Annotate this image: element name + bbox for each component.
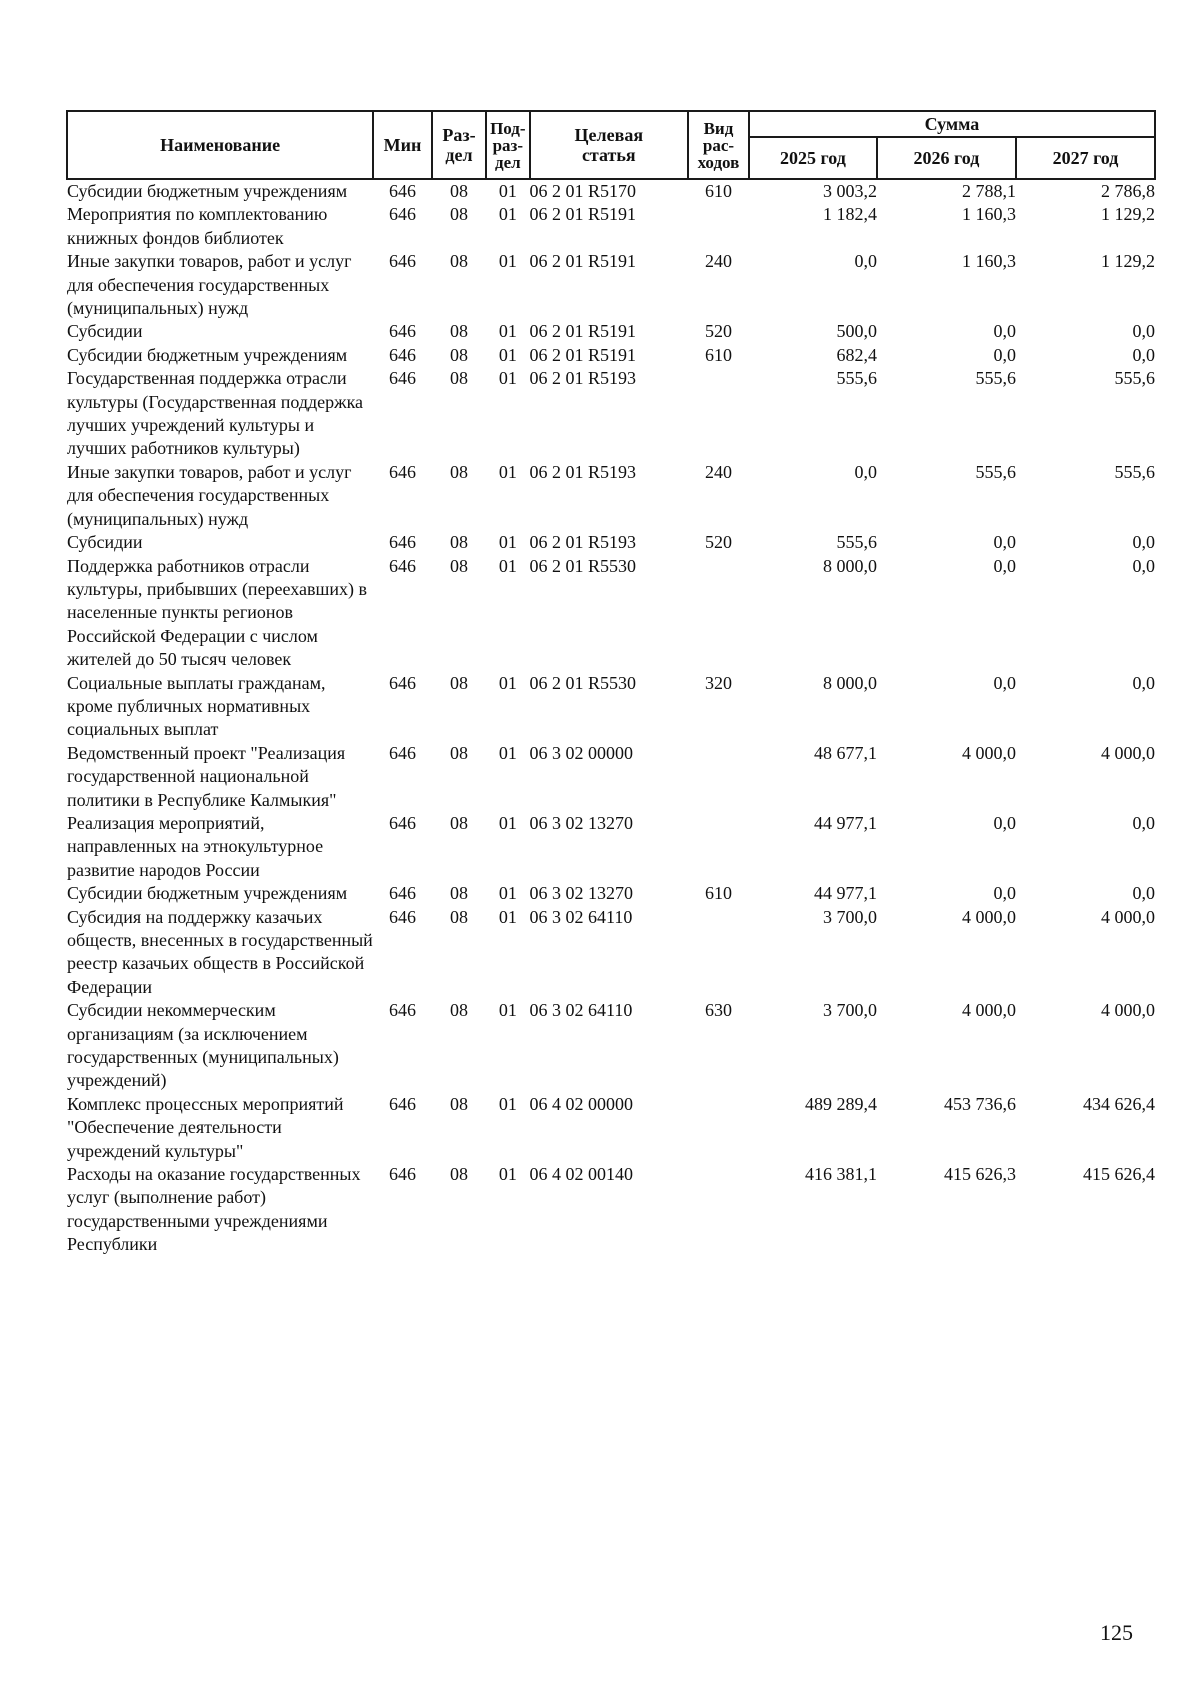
table-row: [67, 344, 1155, 367]
header-year-2026: 2026 год: [877, 137, 1016, 179]
cell-y2026: 555,6: [975, 461, 1016, 482]
cell-podrazdel: 01: [498, 1164, 517, 1185]
cell-name: Субсидии некоммерческим организациям (за исключением государственных (муниципальных) учреждений): [67, 1000, 339, 1091]
cell-y2027: 0,0: [1132, 672, 1155, 693]
table-row: [67, 742, 1155, 812]
cell-y2025: 500,0: [836, 321, 877, 342]
cell-razdel: 08: [449, 204, 468, 225]
table-body: [67, 179, 1155, 1257]
cell-vid: 240: [704, 461, 732, 482]
header-min: Мин: [373, 111, 432, 179]
cell-vid: 630: [704, 1000, 732, 1021]
header-razdel: Раз- дел: [432, 111, 486, 179]
cell-y2025: 489 289,4: [804, 1093, 877, 1114]
cell-vid: 610: [704, 181, 732, 201]
cell-razdel: 08: [449, 461, 468, 482]
cell-podrazdel: 01: [498, 1093, 517, 1114]
cell-razdel: 08: [449, 672, 468, 693]
cell-y2027: 415 626,4: [1083, 1164, 1155, 1185]
cell-min: 646: [389, 204, 417, 225]
cell-min: 646: [389, 1000, 417, 1021]
cell-y2026: 0,0: [993, 344, 1016, 365]
table-row: [67, 882, 1155, 905]
cell-vid: 240: [704, 251, 732, 272]
cell-y2026: 1 160,3: [961, 204, 1016, 225]
table-row: [67, 1093, 1155, 1163]
cell-name: Субсидии бюджетным учреждениям: [67, 344, 348, 365]
cell-y2027: 555,6: [1114, 368, 1155, 389]
cell-min: 646: [389, 344, 417, 365]
cell-y2026: 0,0: [993, 812, 1016, 833]
cell-min: 646: [389, 368, 417, 389]
cell-y2027: 0,0: [1132, 883, 1155, 904]
cell-y2026: 1 160,3: [961, 251, 1016, 272]
cell-y2025: 8 000,0: [822, 555, 877, 576]
cell-podrazdel: 01: [498, 1000, 517, 1021]
cell-y2026: 4 000,0: [961, 1000, 1016, 1021]
cell-min: 646: [389, 672, 417, 693]
cell-vid: [688, 203, 749, 250]
table-row: [67, 367, 1155, 461]
cell-y2025: 555,6: [836, 532, 877, 553]
cell-vid: [688, 742, 749, 812]
table-row: [67, 461, 1155, 531]
cell-min: 646: [389, 321, 417, 342]
cell-y2027: 555,6: [1114, 461, 1155, 482]
cell-y2025: 44 977,1: [813, 812, 877, 833]
table-row: [67, 531, 1155, 554]
cell-podrazdel: 01: [498, 906, 517, 927]
header-vid: Вид рас- ходов: [688, 111, 749, 179]
cell-target: 06 2 01 R5191: [529, 251, 637, 272]
cell-target: 06 2 01 R5193: [529, 368, 637, 389]
cell-name: Ведомственный проект "Реализация государственной национальной политики в Республике Калмыкия": [67, 742, 346, 810]
header-target: Целевая статья: [530, 111, 689, 179]
cell-y2025: 0,0: [854, 251, 877, 272]
cell-y2027: 1 129,2: [1101, 251, 1155, 272]
cell-vid: 520: [704, 321, 732, 342]
table-row: [67, 250, 1155, 320]
cell-min: 646: [389, 461, 417, 482]
cell-razdel: 08: [449, 1093, 468, 1114]
cell-podrazdel: 01: [498, 742, 517, 763]
cell-razdel: 08: [449, 251, 468, 272]
cell-target: 06 3 02 64110: [529, 1000, 633, 1021]
cell-y2026: 415 626,3: [943, 1164, 1016, 1185]
cell-target: 06 2 01 R5530: [529, 555, 637, 576]
table-row: [67, 555, 1155, 672]
cell-min: 646: [389, 1164, 417, 1185]
cell-y2026: 0,0: [993, 532, 1016, 553]
cell-min: 646: [389, 742, 417, 763]
table-header: [67, 111, 1155, 179]
cell-y2027: 2 786,8: [1101, 181, 1155, 201]
cell-name: Иные закупки товаров, работ и услуг для обеспечения государственных (муниципальных) нужд: [67, 251, 352, 319]
cell-vid: [688, 812, 749, 882]
cell-name: Субсидии бюджетным учреждениям: [67, 181, 348, 201]
cell-target: 06 2 01 R5191: [529, 344, 637, 365]
cell-target: 06 3 02 13270: [529, 812, 634, 833]
cell-target: 06 2 01 R5191: [529, 204, 637, 225]
cell-target: 06 2 01 R5530: [529, 672, 637, 693]
cell-name: Комплекс процессных мероприятий "Обеспечение деятельности учреждений культуры": [67, 1093, 344, 1161]
cell-y2025: 3 700,0: [822, 906, 877, 927]
table-row: [67, 1163, 1155, 1257]
header-sum: Сумма: [749, 111, 1155, 137]
cell-y2027: 4 000,0: [1101, 1000, 1155, 1021]
cell-y2027: 0,0: [1132, 344, 1155, 365]
table-row: [67, 203, 1155, 250]
cell-name: Социальные выплаты гражданам, кроме публичных нормативных социальных выплат: [67, 672, 326, 740]
cell-y2025: 8 000,0: [822, 672, 877, 693]
cell-vid: [688, 367, 749, 461]
cell-razdel: 08: [449, 181, 468, 201]
cell-razdel: 08: [449, 321, 468, 342]
cell-target: 06 4 02 00000: [529, 1093, 634, 1114]
cell-vid: [688, 906, 749, 1000]
cell-razdel: 08: [449, 812, 468, 833]
cell-razdel: 08: [449, 368, 468, 389]
cell-y2026: 0,0: [993, 321, 1016, 342]
cell-y2027: 0,0: [1132, 532, 1155, 553]
cell-vid: [688, 1093, 749, 1163]
cell-y2026: 2 788,1: [961, 181, 1016, 201]
cell-podrazdel: 01: [498, 368, 517, 389]
table-row: [67, 320, 1155, 343]
cell-min: 646: [389, 532, 417, 553]
table-row: [67, 179, 1155, 203]
cell-y2027: 0,0: [1132, 812, 1155, 833]
cell-razdel: 08: [449, 883, 468, 904]
cell-y2027: 4 000,0: [1101, 742, 1155, 763]
cell-name: Субсидии: [67, 321, 143, 342]
cell-y2027: 0,0: [1132, 555, 1155, 576]
cell-target: 06 4 02 00140: [529, 1164, 634, 1185]
cell-target: 06 2 01 R5170: [529, 181, 637, 201]
cell-y2027: 1 129,2: [1101, 204, 1155, 225]
cell-target: 06 3 02 64110: [529, 906, 633, 927]
table-row: [67, 672, 1155, 742]
cell-podrazdel: 01: [498, 555, 517, 576]
cell-name: Субсидия на поддержку казачьих обществ, внесенных в государственный реестр казачьих обществ в Российской Федерации: [67, 906, 373, 997]
cell-podrazdel: 01: [498, 181, 517, 201]
cell-min: 646: [389, 555, 417, 576]
cell-y2026: 0,0: [993, 672, 1016, 693]
cell-name: Мероприятия по комплектованию книжных фондов библиотек: [67, 204, 328, 248]
cell-y2026: 0,0: [993, 883, 1016, 904]
cell-podrazdel: 01: [498, 672, 517, 693]
header-year-2027: 2027 год: [1016, 137, 1155, 179]
cell-name: Расходы на оказание государственных услуг (выполнение работ) государственными учреждениями Республики: [67, 1164, 361, 1255]
cell-y2025: 44 977,1: [813, 883, 877, 904]
cell-vid: 520: [704, 532, 732, 553]
table-row: [67, 999, 1155, 1093]
cell-vid: 320: [704, 672, 732, 693]
cell-target: 06 2 01 R5193: [529, 461, 637, 482]
cell-y2027: 4 000,0: [1101, 906, 1155, 927]
cell-y2027: 434 626,4: [1083, 1093, 1155, 1114]
cell-vid: 610: [704, 883, 732, 904]
cell-podrazdel: 01: [498, 251, 517, 272]
cell-vid: [688, 555, 749, 672]
cell-razdel: 08: [449, 906, 468, 927]
cell-min: 646: [389, 906, 417, 927]
cell-name: Иные закупки товаров, работ и услуг для обеспечения государственных (муниципальных) нужд: [67, 461, 352, 529]
cell-y2026: 453 736,6: [943, 1093, 1016, 1114]
header-year-2025: 2025 год: [749, 137, 877, 179]
cell-name: Субсидии бюджетным учреждениям: [67, 883, 348, 904]
cell-razdel: 08: [449, 344, 468, 365]
cell-razdel: 08: [449, 532, 468, 553]
table-row: [67, 812, 1155, 882]
cell-razdel: 08: [449, 742, 468, 763]
cell-y2025: 3 700,0: [822, 1000, 877, 1021]
table-row: [67, 906, 1155, 1000]
cell-razdel: 08: [449, 1164, 468, 1185]
cell-min: 646: [389, 812, 417, 833]
cell-y2025: 1 182,4: [822, 204, 877, 225]
cell-podrazdel: 01: [498, 883, 517, 904]
cell-vid: [688, 1163, 749, 1257]
cell-y2026: 4 000,0: [961, 906, 1016, 927]
cell-y2026: 555,6: [975, 368, 1016, 389]
cell-name: Государственная поддержка отрасли культуры (Государственная поддержка лучших учреждений культуры и лучших работников культуры): [67, 368, 364, 459]
cell-target: 06 2 01 R5191: [529, 321, 637, 342]
cell-name: Субсидии: [67, 532, 143, 553]
cell-name: Поддержка работников отрасли культуры, прибывших (переехавших) в населенные пункты регионов Российской Федерации с числом жителей до 50 тысяч человек: [67, 555, 368, 670]
cell-y2025: 3 003,2: [822, 181, 877, 201]
cell-min: 646: [389, 251, 417, 272]
cell-razdel: 08: [449, 555, 468, 576]
cell-target: 06 3 02 00000: [529, 742, 634, 763]
cell-min: 646: [389, 181, 417, 201]
cell-podrazdel: 01: [498, 344, 517, 365]
cell-razdel: 08: [449, 1000, 468, 1021]
cell-target: 06 2 01 R5193: [529, 532, 637, 553]
cell-y2026: 4 000,0: [961, 742, 1016, 763]
cell-podrazdel: 01: [498, 321, 517, 342]
cell-y2025: 682,4: [836, 344, 877, 365]
header-name: Наименование: [67, 111, 373, 179]
cell-y2025: 48 677,1: [813, 742, 877, 763]
cell-y2025: 555,6: [836, 368, 877, 389]
page-number: 125: [1100, 1620, 1133, 1645]
cell-y2026: 0,0: [993, 555, 1016, 576]
cell-min: 646: [389, 1093, 417, 1114]
cell-vid: 610: [704, 344, 732, 365]
cell-y2025: 0,0: [854, 461, 877, 482]
cell-name: Реализация мероприятий, направленных на этнокультурное развитие народов России: [67, 812, 324, 880]
cell-podrazdel: 01: [498, 461, 517, 482]
cell-podrazdel: 01: [498, 204, 517, 225]
cell-podrazdel: 01: [498, 812, 517, 833]
budget-table: [66, 110, 1156, 1257]
cell-y2025: 416 381,1: [804, 1164, 877, 1185]
cell-y2027: 0,0: [1132, 321, 1155, 342]
header-podrazdel: Под- раз- дел: [486, 111, 529, 179]
cell-podrazdel: 01: [498, 532, 517, 553]
cell-target: 06 3 02 13270: [529, 883, 634, 904]
cell-min: 646: [389, 883, 417, 904]
